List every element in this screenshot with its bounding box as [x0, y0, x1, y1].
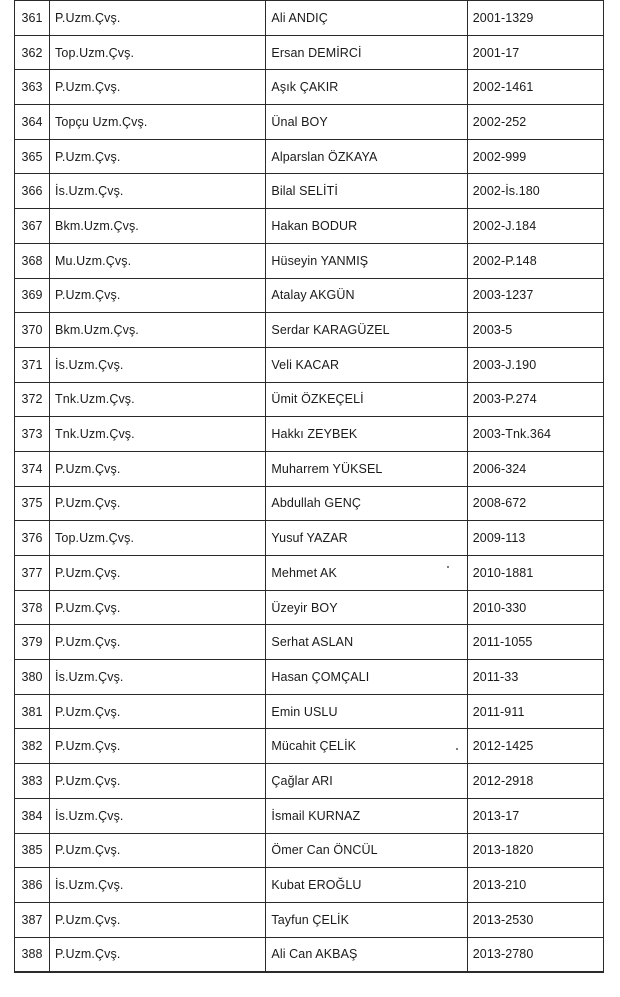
registry-number-cell: 2013-1820	[467, 833, 603, 868]
row-number-cell: 365	[15, 139, 50, 174]
rank-cell: P.Uzm.Çvş.	[50, 937, 266, 972]
name-cell: Ümit ÖZKEÇELİ	[266, 382, 467, 417]
name-cell: Mücahit ÇELİK	[266, 729, 467, 764]
name-cell: Aşık ÇAKIR	[266, 70, 467, 105]
row-number-cell: 386	[15, 868, 50, 903]
row-number-cell: 377	[15, 556, 50, 591]
table-row	[15, 139, 604, 174]
name-cell: Çağlar ARI	[266, 764, 467, 799]
registry-number-cell: 2010-1881	[467, 556, 603, 591]
table-row	[15, 243, 604, 278]
rank-cell: P.Uzm.Çvş.	[50, 486, 266, 521]
table-row	[15, 174, 604, 209]
rank-cell: P.Uzm.Çvş.	[50, 278, 266, 313]
registry-number-cell: 2002-1461	[467, 70, 603, 105]
table-row	[15, 347, 604, 382]
table-row	[15, 833, 604, 868]
table-row	[15, 729, 604, 764]
table-row	[15, 1, 604, 36]
registry-number-cell: 2002-999	[467, 139, 603, 174]
document-page	[14, 0, 604, 973]
table-row	[15, 694, 604, 729]
name-cell: Serdar KARAGÜZEL	[266, 313, 467, 348]
row-number-cell: 385	[15, 833, 50, 868]
personnel-table-body	[15, 1, 604, 973]
name-cell: Emin USLU	[266, 694, 467, 729]
rank-cell: P.Uzm.Çvş.	[50, 694, 266, 729]
table-row	[15, 556, 604, 591]
registry-number-cell: 2003-J.190	[467, 347, 603, 382]
rank-cell: Topçu Uzm.Çvş.	[50, 105, 266, 140]
table-row	[15, 278, 604, 313]
registry-number-cell: 2009-113	[467, 521, 603, 556]
table-row	[15, 902, 604, 937]
rank-cell: P.Uzm.Çvş.	[50, 590, 266, 625]
row-number-cell: 370	[15, 313, 50, 348]
registry-number-cell: 2011-33	[467, 660, 603, 695]
rank-cell: İs.Uzm.Çvş.	[50, 660, 266, 695]
rank-cell: Mu.Uzm.Çvş.	[50, 243, 266, 278]
scan-speck	[456, 748, 458, 750]
table-row	[15, 105, 604, 140]
rank-cell: Top.Uzm.Çvş.	[50, 521, 266, 556]
registry-number-cell: 2002-J.184	[467, 209, 603, 244]
registry-number-cell: 2011-911	[467, 694, 603, 729]
row-number-cell: 362	[15, 35, 50, 70]
row-number-cell: 376	[15, 521, 50, 556]
registry-number-cell: 2012-1425	[467, 729, 603, 764]
name-cell: Mehmet AK	[266, 556, 467, 591]
table-row	[15, 521, 604, 556]
row-number-cell: 367	[15, 209, 50, 244]
name-cell: Tayfun ÇELİK	[266, 902, 467, 937]
row-number-cell: 368	[15, 243, 50, 278]
registry-number-cell: 2013-2530	[467, 902, 603, 937]
registry-number-cell: 2001-1329	[467, 1, 603, 36]
name-cell: Hüseyin YANMIŞ	[266, 243, 467, 278]
table-row	[15, 625, 604, 660]
row-number-cell: 375	[15, 486, 50, 521]
registry-number-cell: 2006-324	[467, 451, 603, 486]
rank-cell: P.Uzm.Çvş.	[50, 556, 266, 591]
table-row	[15, 70, 604, 105]
row-number-cell: 388	[15, 937, 50, 972]
name-cell: Yusuf YAZAR	[266, 521, 467, 556]
registry-number-cell: 2003-1237	[467, 278, 603, 313]
rank-cell: P.Uzm.Çvş.	[50, 902, 266, 937]
row-number-cell: 364	[15, 105, 50, 140]
rank-cell: P.Uzm.Çvş.	[50, 1, 266, 36]
row-number-cell: 374	[15, 451, 50, 486]
registry-number-cell: 2012-2918	[467, 764, 603, 799]
registry-number-cell: 2002-P.148	[467, 243, 603, 278]
table-row	[15, 937, 604, 972]
table-row	[15, 382, 604, 417]
registry-number-cell: 2011-1055	[467, 625, 603, 660]
rank-cell: P.Uzm.Çvş.	[50, 764, 266, 799]
row-number-cell: 372	[15, 382, 50, 417]
registry-number-cell: 2013-210	[467, 868, 603, 903]
registry-number-cell: 2010-330	[467, 590, 603, 625]
rank-cell: İs.Uzm.Çvş.	[50, 174, 266, 209]
name-cell: Ali ANDIÇ	[266, 1, 467, 36]
registry-number-cell: 2002-252	[467, 105, 603, 140]
table-row	[15, 35, 604, 70]
row-number-cell: 383	[15, 764, 50, 799]
table-row	[15, 451, 604, 486]
name-cell: Hakan BODUR	[266, 209, 467, 244]
rank-cell: P.Uzm.Çvş.	[50, 833, 266, 868]
rank-cell: İs.Uzm.Çvş.	[50, 868, 266, 903]
rank-cell: P.Uzm.Çvş.	[50, 625, 266, 660]
registry-number-cell: 2003-P.274	[467, 382, 603, 417]
row-number-cell: 369	[15, 278, 50, 313]
rank-cell: İs.Uzm.Çvş.	[50, 347, 266, 382]
row-number-cell: 361	[15, 1, 50, 36]
registry-number-cell: 2008-672	[467, 486, 603, 521]
name-cell: Abdullah GENÇ	[266, 486, 467, 521]
table-row	[15, 764, 604, 799]
row-number-cell: 373	[15, 417, 50, 452]
rank-cell: Bkm.Uzm.Çvş.	[50, 313, 266, 348]
rank-cell: P.Uzm.Çvş.	[50, 729, 266, 764]
name-cell: Üzeyir BOY	[266, 590, 467, 625]
table-row	[15, 313, 604, 348]
table-row	[15, 417, 604, 452]
table-row	[15, 660, 604, 695]
table-row	[15, 798, 604, 833]
name-cell: Hakkı ZEYBEK	[266, 417, 467, 452]
name-cell: Ömer Can ÖNCÜL	[266, 833, 467, 868]
row-number-cell: 366	[15, 174, 50, 209]
row-number-cell: 371	[15, 347, 50, 382]
rank-cell: Bkm.Uzm.Çvş.	[50, 209, 266, 244]
row-number-cell: 378	[15, 590, 50, 625]
personnel-table	[14, 0, 604, 973]
name-cell: Serhat ASLAN	[266, 625, 467, 660]
table-row	[15, 868, 604, 903]
registry-number-cell: 2013-17	[467, 798, 603, 833]
name-cell: Kubat EROĞLU	[266, 868, 467, 903]
row-number-cell: 379	[15, 625, 50, 660]
table-row	[15, 486, 604, 521]
name-cell: Ersan DEMİRCİ	[266, 35, 467, 70]
name-cell: Atalay AKGÜN	[266, 278, 467, 313]
row-number-cell: 382	[15, 729, 50, 764]
scan-speck	[447, 566, 449, 568]
table-row	[15, 590, 604, 625]
row-number-cell: 363	[15, 70, 50, 105]
row-number-cell: 387	[15, 902, 50, 937]
registry-number-cell: 2002-İs.180	[467, 174, 603, 209]
name-cell: Ünal BOY	[266, 105, 467, 140]
rank-cell: Top.Uzm.Çvş.	[50, 35, 266, 70]
name-cell: Ali Can AKBAŞ	[266, 937, 467, 972]
row-number-cell: 384	[15, 798, 50, 833]
registry-number-cell: 2003-5	[467, 313, 603, 348]
registry-number-cell: 2003-Tnk.364	[467, 417, 603, 452]
row-number-cell: 380	[15, 660, 50, 695]
rank-cell: Tnk.Uzm.Çvş.	[50, 382, 266, 417]
name-cell: Alparslan ÖZKAYA	[266, 139, 467, 174]
rank-cell: İs.Uzm.Çvş.	[50, 798, 266, 833]
name-cell: Veli KACAR	[266, 347, 467, 382]
rank-cell: P.Uzm.Çvş.	[50, 139, 266, 174]
rank-cell: P.Uzm.Çvş.	[50, 451, 266, 486]
name-cell: İsmail KURNAZ	[266, 798, 467, 833]
registry-number-cell: 2001-17	[467, 35, 603, 70]
rank-cell: P.Uzm.Çvş.	[50, 70, 266, 105]
name-cell: Bilal SELİTİ	[266, 174, 467, 209]
registry-number-cell: 2013-2780	[467, 937, 603, 972]
name-cell: Hasan ÇOMÇALI	[266, 660, 467, 695]
table-row	[15, 209, 604, 244]
rank-cell: Tnk.Uzm.Çvş.	[50, 417, 266, 452]
name-cell: Muharrem YÜKSEL	[266, 451, 467, 486]
row-number-cell: 381	[15, 694, 50, 729]
